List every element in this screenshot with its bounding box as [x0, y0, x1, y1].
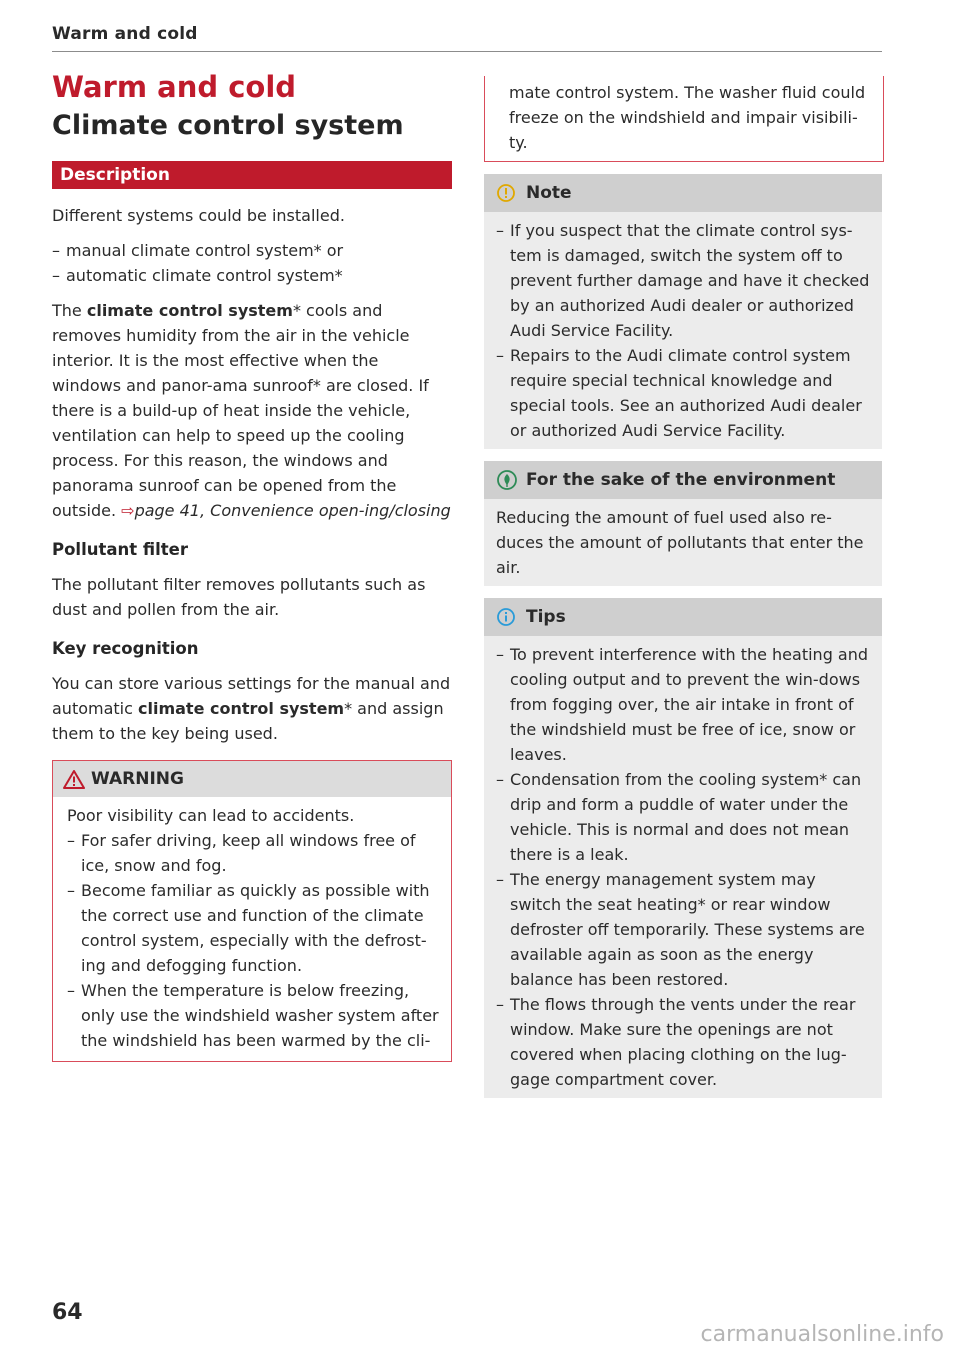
system-item-manual: manual climate control system* or: [66, 241, 344, 260]
warning-intro: Poor visibility can lead to accidents.: [67, 806, 355, 825]
key-text: You can store various settings for the manual and automatic climate control system* and assign them to the key being used.: [52, 674, 451, 743]
environment-leaf-icon: [496, 469, 526, 491]
info-icon: [496, 607, 526, 627]
list-item: – Condensation from the cooling system* can drip and form a puddle of water under the vehicle. This is normal and does not mean there is a leak.: [496, 770, 862, 864]
watermark: carmanualsonline.info: [700, 1322, 944, 1347]
warning-title: WARNING: [91, 769, 184, 789]
pollutant-heading: Pollutant filter: [52, 540, 188, 559]
section-title: Climate control system: [52, 110, 404, 141]
tips-header: [484, 598, 882, 636]
header-rule: [52, 51, 882, 52]
chapter-title: Warm and cold: [52, 70, 297, 104]
list-item: – manual climate control system* or: [52, 238, 452, 263]
environment-title: For the sake of the environment: [526, 470, 836, 490]
note-body: [484, 212, 882, 449]
warning-box: [52, 760, 452, 1062]
note-header: [484, 174, 882, 212]
warning-continuation: [484, 76, 884, 162]
list-item: – For safer driving, keep all windows free of ice, snow and fog.: [67, 831, 416, 875]
note-box: [484, 174, 882, 449]
left-column: [52, 70, 452, 1062]
page-number: 64: [52, 1300, 83, 1325]
page-reference-link[interactable]: page 41, Convenience open-ing/closing: [134, 501, 451, 520]
list-item: – To prevent interference with the heating and cooling output and to prevent the win-dows from fogging over, the air intake in front of the windshield must be free of ice, snow or leaves.: [496, 645, 869, 764]
note-title: Note: [526, 183, 572, 203]
list-item: – The energy management system may switch the seat heating* or rear window defroster off temporarily. These systems are available again as soon as the energy balance has been restored.: [496, 870, 865, 989]
list-item: – Become familiar as quickly as possible with the correct use and function of the climate control system, especially with the defrost-ing and defogging function.: [67, 881, 430, 975]
list-item: – The flows through the vents under the rear window. Make sure the openings are not covered when placing clothing on the lug-gage compartment cover.: [496, 995, 856, 1089]
warning-header: [53, 761, 451, 797]
tips-body: [484, 636, 882, 1098]
list-item: – automatic climate control system*: [52, 263, 452, 288]
reference-arrow-icon: ⇨: [121, 501, 135, 520]
list-item: – If you suspect that the climate control sys-tem is damaged, switch the system off to prevent further damage and have it checked by an authorized Audi dealer or authorized Audi Service Facility.: [496, 221, 870, 340]
note-circle-icon: [496, 183, 526, 203]
description-paragraph: The climate control system* cools and removes humidity from the air in the vehicle interior. It is the most effective when the windows and panor-ama sunroof* are closed. If there is a build-up of heat inside the vehicle, ventilation can help to speed up the cooling process. For this reason, the windows and panorama sunroof can be opened from the outside. ⇨page 41, Convenience open-ing/closing: [52, 301, 451, 520]
tips-title: Tips: [526, 607, 566, 627]
right-column: [484, 76, 882, 1098]
system-item-automatic: automatic climate control system*: [66, 266, 343, 285]
pollutant-text: The pollutant filter removes pollutants such as dust and pollen from the air.: [52, 575, 426, 619]
environment-text: Reducing the amount of fuel used also re-duces the amount of pollutants that enter the air.: [496, 508, 864, 577]
list-item: – Repairs to the Audi climate control system require special technical knowledge and special tools. See an authorized Audi dealer or authorized Audi Service Facility.: [496, 346, 862, 440]
warning-continuation-text: mate control system. The washer fluid could freeze on the windshield and impair visibili-ty.: [509, 83, 866, 152]
environment-header: [484, 461, 882, 499]
list-item: – When the temperature is below freezing, only use the windshield washer system after the windshield has been warmed by the cli-: [67, 981, 439, 1050]
warning-triangle-icon: [63, 769, 91, 789]
climate-term: climate control system: [86, 301, 293, 320]
key-heading: Key recognition: [52, 639, 199, 658]
tips-box: [484, 598, 882, 1098]
subsection-bar-description: Description: [52, 161, 452, 189]
warning-body: [53, 797, 451, 1061]
intro-text: Different systems could be installed.: [52, 206, 345, 225]
environment-box: [484, 461, 882, 586]
environment-body: [484, 499, 882, 586]
running-header: Warm and cold: [52, 24, 198, 44]
